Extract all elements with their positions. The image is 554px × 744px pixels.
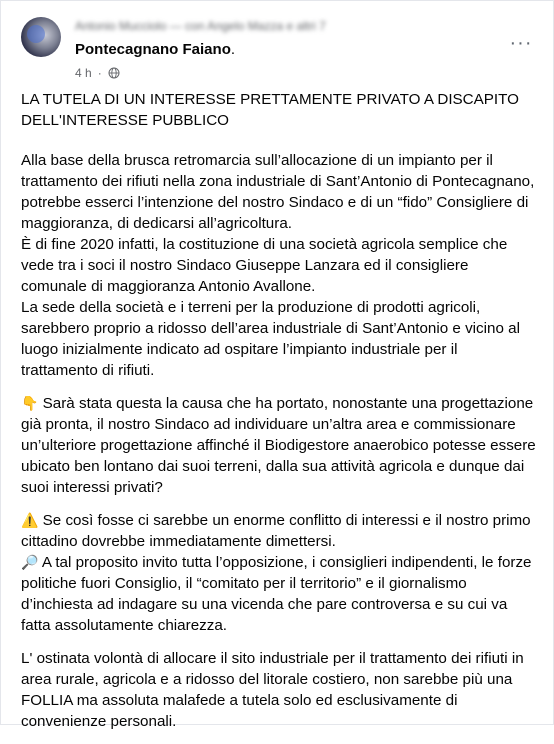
group-name-line (75, 41, 235, 58)
paragraph-1b: È di fine 2020 infatti, la costituzione di una società agricola semplice che vede tra i soci il nostro Sindaco Giuseppe Lanzara ed il consigliere comunale di maggioranza Antonio Avallone. (21, 236, 508, 295)
warning-icon: ⚠️ (21, 512, 39, 528)
post-meta (75, 66, 120, 80)
paragraph-3 (21, 510, 537, 636)
post-text (21, 89, 537, 744)
paragraph-3a: Se così fosse ci sarebbe un enorme conflitto di interessi e il nostro primo cittadino dovrebbe immediatamente dimettersi. (21, 512, 531, 550)
paragraph-1c: La sede della società e i terreni per la produzione di prodotti agricoli, sarebbero proprio a ridosso dell’area industriale di Sant’Antonio e vicino al luogo inizialmente indicato ad ospitare l’impianto industriale per il trattamento di rifiuti. (21, 299, 520, 379)
paragraph-1a: Alla base della brusca retromarcia sull’allocazione di un impianto per il trattamento dei rifiuti nella zona industriale di Sant’Antonio di Pontecagnano, potrebbe esserci l’intenzione del nostro Sindaco e di un “fido” Consigliere di maggioranza, di dedicarsi all’agricoltura. (21, 152, 535, 232)
pointing-down-icon: 👇 (21, 395, 39, 411)
paragraph-3b: A tal proposito invito tutta l’opposizione, i consiglieri indipendenti, le forze politiche fuori Consiglio, il “comitato per il territorio” e il giornalismo d’inchiesta ad indagare su una vicenda che pare controversa e su cui va fatta assolutamente chiarezza. (21, 554, 532, 634)
meta-separator: · (97, 66, 102, 80)
paragraph-2 (21, 393, 537, 498)
group-name-suffix: . (230, 41, 236, 58)
post-title: LA TUTELA DI UN INTERESSE PRETTAMENTE PRIVATO A DISCAPITO DELL'INTERESSE PUBBLICO (21, 91, 519, 129)
magnifier-icon: 🔎 (21, 554, 39, 570)
more-options-icon[interactable]: ··· (509, 32, 533, 54)
paragraph-2-text: Sarà stata questa la causa che ha portato, nonostante una progettazione già pronta, il nostro Sindaco ad individuare un’altra area e commissionare un’ulteriore progettazione affinché il Biodigestore anaerobico potesse essere ubicato ben lontano dai suoi terreni, dalla sua attività agricola e dunque dai suoi interessi privati? (21, 395, 536, 496)
post-time[interactable]: 4 h (75, 66, 92, 80)
avatar[interactable] (21, 17, 61, 57)
globe-icon (108, 67, 120, 79)
post-header (1, 1, 553, 87)
paragraph-4: L' ostinata volontà di allocare il sito industriale per il trattamento dei rifiuti in area rurale, agricola e a ridosso del litorale costiero, non sarebbe più una FOLLIA ma assoluta malafede a tutela solo ed esclusivamente di convenienze personali. (21, 650, 524, 730)
blurred-author-names[interactable]: Antonio Mucciolo — con Angelo Mazza e altri 7 (75, 19, 326, 33)
group-name-link[interactable]: Pontecagnano Faiano (75, 41, 231, 58)
paragraph-1 (21, 150, 537, 381)
